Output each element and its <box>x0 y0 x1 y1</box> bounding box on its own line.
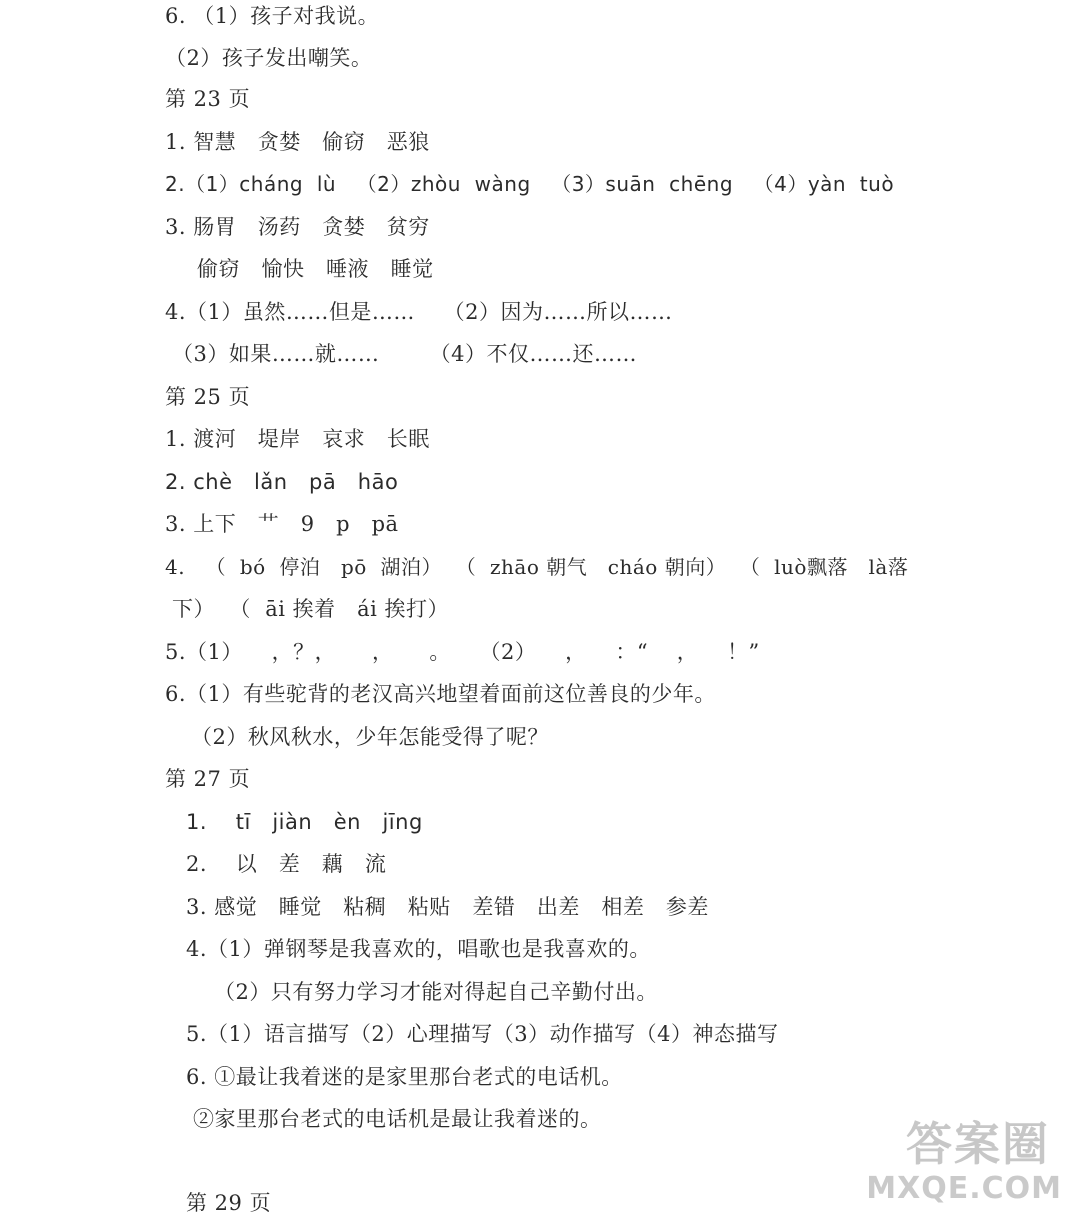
site-watermark <box>866 1108 1062 1208</box>
answer-line: 3. 上下 艹 9 p pā <box>165 512 399 536</box>
answer-line: 6.（1）有些驼背的老汉高兴地望着面前这位善良的少年。 <box>165 682 716 706</box>
answer-line: （2）孩子发出嘲笑。 <box>165 46 373 70</box>
answer-line: 4.（1）虽然……但是…… （2）因为……所以…… <box>165 300 673 324</box>
answer-line: 2.（1）cháng lù （2）zhòu wàng （3）suān chēng （4）yàn tuò <box>165 172 895 196</box>
page-heading: 第 25 页 <box>165 385 251 409</box>
answer-line: 4.（1）弹钢琴是我喜欢的，唱歌也是我喜欢的。 <box>186 937 651 961</box>
answer-line: 下） （ āi 挨着 ái 挨打） <box>172 597 450 621</box>
answer-line: 3. 感觉 睡觉 粘稠 粘贴 差错 出差 相差 参差 <box>186 895 709 919</box>
answer-line: 1. 渡河 堤岸 哀求 长眠 <box>165 427 430 451</box>
answer-line: （2）秋风秋水，少年怎能受得了呢？ <box>191 725 549 749</box>
page-heading: 第 23 页 <box>165 87 251 111</box>
answer-line: 5.（1）语言描写（2）心理描写（3）动作描写（4）神态描写 <box>186 1022 779 1046</box>
page-heading: 第 29 页 <box>186 1191 272 1215</box>
page-heading: 第 27 页 <box>165 767 251 791</box>
answer-line: （2）只有努力学习才能对得起自己辛勤付出。 <box>214 980 658 1004</box>
answer-line: 2. chè lǎn pā hāo <box>165 470 399 494</box>
watermark-chinese: 答案圈 <box>906 1117 1050 1171</box>
answer-line: 2. 以 差 藕 流 <box>186 852 387 876</box>
answer-line: 3. 肠胃 汤药 贪婪 贫穷 <box>165 215 430 239</box>
answer-line: 偷窃 愉快 唾液 睡觉 <box>197 257 434 281</box>
watermark-latin: MXQE.COM <box>866 1171 1062 1206</box>
answer-line: 6. ①最让我着迷的是家里那台老式的电话机。 <box>186 1065 623 1089</box>
answer-line: 4. （ bó 停泊 pō 湖泊） （ zhāo 朝气 cháo 朝向） （ luò飘落 là落 <box>165 555 909 579</box>
answer-line: 1. 智慧 贪婪 偷窃 恶狼 <box>165 130 430 154</box>
answer-line: （3）如果……就…… （4）不仅……还…… <box>172 342 637 366</box>
answer-line: ②家里那台老式的电话机是最让我着迷的。 <box>193 1107 602 1131</box>
answer-line: 1. tī jiàn èn jīng <box>186 810 423 834</box>
answer-line: 5.（1） ，？， ， 。 （2） ， ：“ ， ！” <box>165 640 760 664</box>
answer-line: 6. （1）孩子对我说。 <box>165 4 380 28</box>
